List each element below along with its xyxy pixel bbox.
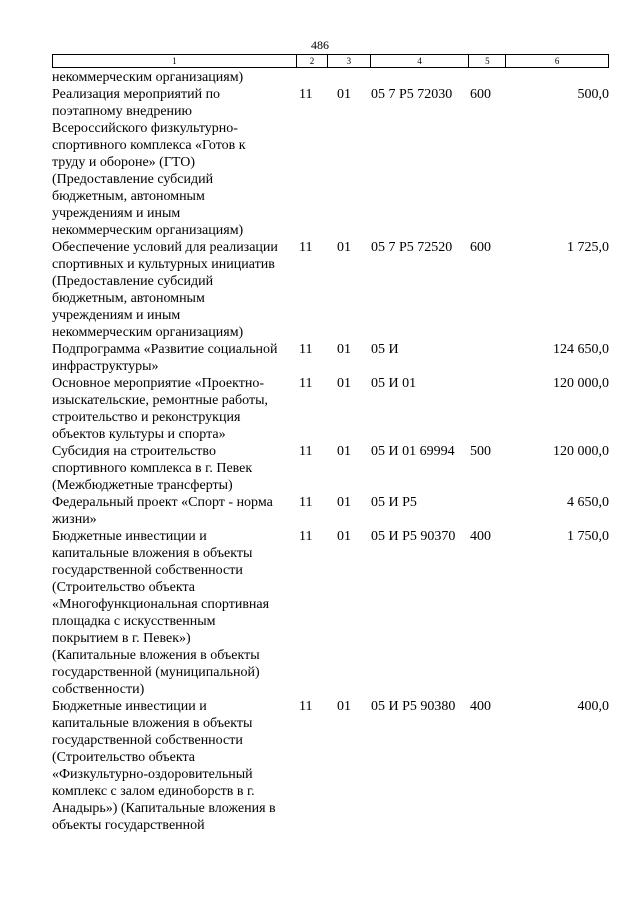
column-header-4: 4: [371, 55, 470, 67]
row-name: Субсидия на строительство спортивного комплекса в г. Певек (Межбюджетные трансферты): [52, 444, 253, 493]
table-row: [52, 443, 609, 494]
row-target-article: [371, 69, 470, 86]
table-row: [52, 528, 609, 698]
row-section: 11: [299, 444, 313, 459]
table-row: [52, 375, 609, 443]
row-amount: 500,0: [577, 87, 609, 102]
row-amount: 4 650,0: [567, 495, 609, 510]
row-name: Подпрограмма «Развитие социальной инфраструктуры»: [52, 342, 278, 374]
row-name: Реализация мероприятий по поэтапному внедрению Всероссийского физкультурно- спортивного комплекса «Готов к труду и обороне» (ГТО) (Предоставление субсидий бюджетным, автономным учреждениям и иным некоммерческим организациям): [52, 87, 246, 238]
row-subsection: 01: [337, 444, 351, 459]
row-expense-type: [470, 341, 507, 375]
table-row: [52, 69, 609, 86]
table-row: [52, 698, 609, 834]
table-row: [52, 494, 609, 528]
row-expense-type: 400: [470, 699, 491, 714]
row-target-article: 05 И P5 90370: [371, 529, 456, 544]
row-subsection: 01: [337, 376, 351, 391]
row-subsection: 01: [337, 87, 351, 102]
row-name: Бюджетные инвестиции и капитальные вложения в объекты государственной собственности (Строительство объекта «Физкультурно-оздоровительный комплекс с залом единоборств в г. Анадырь») (Капитальные вложения в объекты государственной: [52, 699, 276, 833]
row-name: Основное мероприятие «Проектно- изыскательские, ремонтные работы, строительство и реконструкция объектов культуры и спорта»: [52, 376, 268, 442]
row-section: [297, 69, 328, 86]
row-name: Федеральный проект «Спорт - норма жизни»: [52, 495, 273, 527]
row-amount: 400,0: [577, 699, 609, 714]
row-expense-type: 600: [470, 240, 491, 255]
row-target-article: 05 И P5 90380: [371, 699, 456, 714]
row-amount: 120 000,0: [553, 444, 609, 459]
table-header: [52, 54, 609, 68]
table-row: [52, 86, 609, 239]
row-amount: 124 650,0: [553, 342, 609, 357]
row-amount: 1 750,0: [567, 529, 609, 544]
row-target-article: 05 И 01 69994: [371, 444, 455, 459]
row-name: Обеспечение условий для реализации спортивных и культурных инициатив (Предоставление субсидий бюджетным, автономным учреждениям и иным некоммерческим организациям): [52, 240, 278, 340]
row-section: 11: [299, 376, 313, 391]
row-section: 11: [299, 240, 313, 255]
row-section: 11: [299, 495, 313, 510]
row-section: 11: [299, 699, 313, 714]
row-name: Бюджетные инвестиции и капитальные вложения в объекты государственной собственности (Строительство объекта «Многофункциональная спортивная площадка с искусственным покрытием в г. Певек») (Капитальные вложения в объекты государственной (муниципальной) собственности): [52, 529, 270, 697]
row-section: 11: [299, 87, 313, 102]
row-subsection: 01: [337, 342, 351, 357]
row-expense-type: [470, 69, 507, 86]
page-number: 486: [311, 38, 329, 52]
row-subsection: 01: [337, 240, 351, 255]
row-expense-type: 600: [470, 87, 491, 102]
row-name: некоммерческим организациям): [52, 70, 244, 85]
row-section: 11: [299, 342, 313, 357]
row-amount: 120 000,0: [553, 376, 609, 391]
column-header-3: 3: [328, 55, 371, 67]
row-section: 11: [299, 529, 313, 544]
row-target-article: 05 7 P5 72030: [371, 87, 453, 102]
row-subsection: 01: [337, 495, 351, 510]
column-header-5: 5: [469, 55, 506, 67]
table-body: [52, 69, 609, 834]
row-expense-type: 400: [470, 529, 491, 544]
row-subsection: [328, 69, 371, 86]
table-row: [52, 239, 609, 341]
row-target-article: 05 7 P5 72520: [371, 240, 453, 255]
row-expense-type: [470, 494, 507, 528]
row-subsection: 01: [337, 529, 351, 544]
row-target-article: 05 И: [371, 342, 399, 357]
column-header-6: 6: [554, 56, 560, 66]
row-amount: [507, 69, 609, 86]
table-row: [52, 341, 609, 375]
column-header-1: 1: [53, 55, 297, 67]
row-subsection: 01: [337, 699, 351, 714]
column-header-2: 2: [297, 55, 328, 67]
row-amount: 1 725,0: [567, 240, 609, 255]
row-target-article: 05 И P5: [371, 495, 417, 510]
row-expense-type: 500: [470, 444, 491, 459]
row-target-article: 05 И 01: [371, 376, 417, 391]
row-expense-type: [470, 375, 507, 443]
